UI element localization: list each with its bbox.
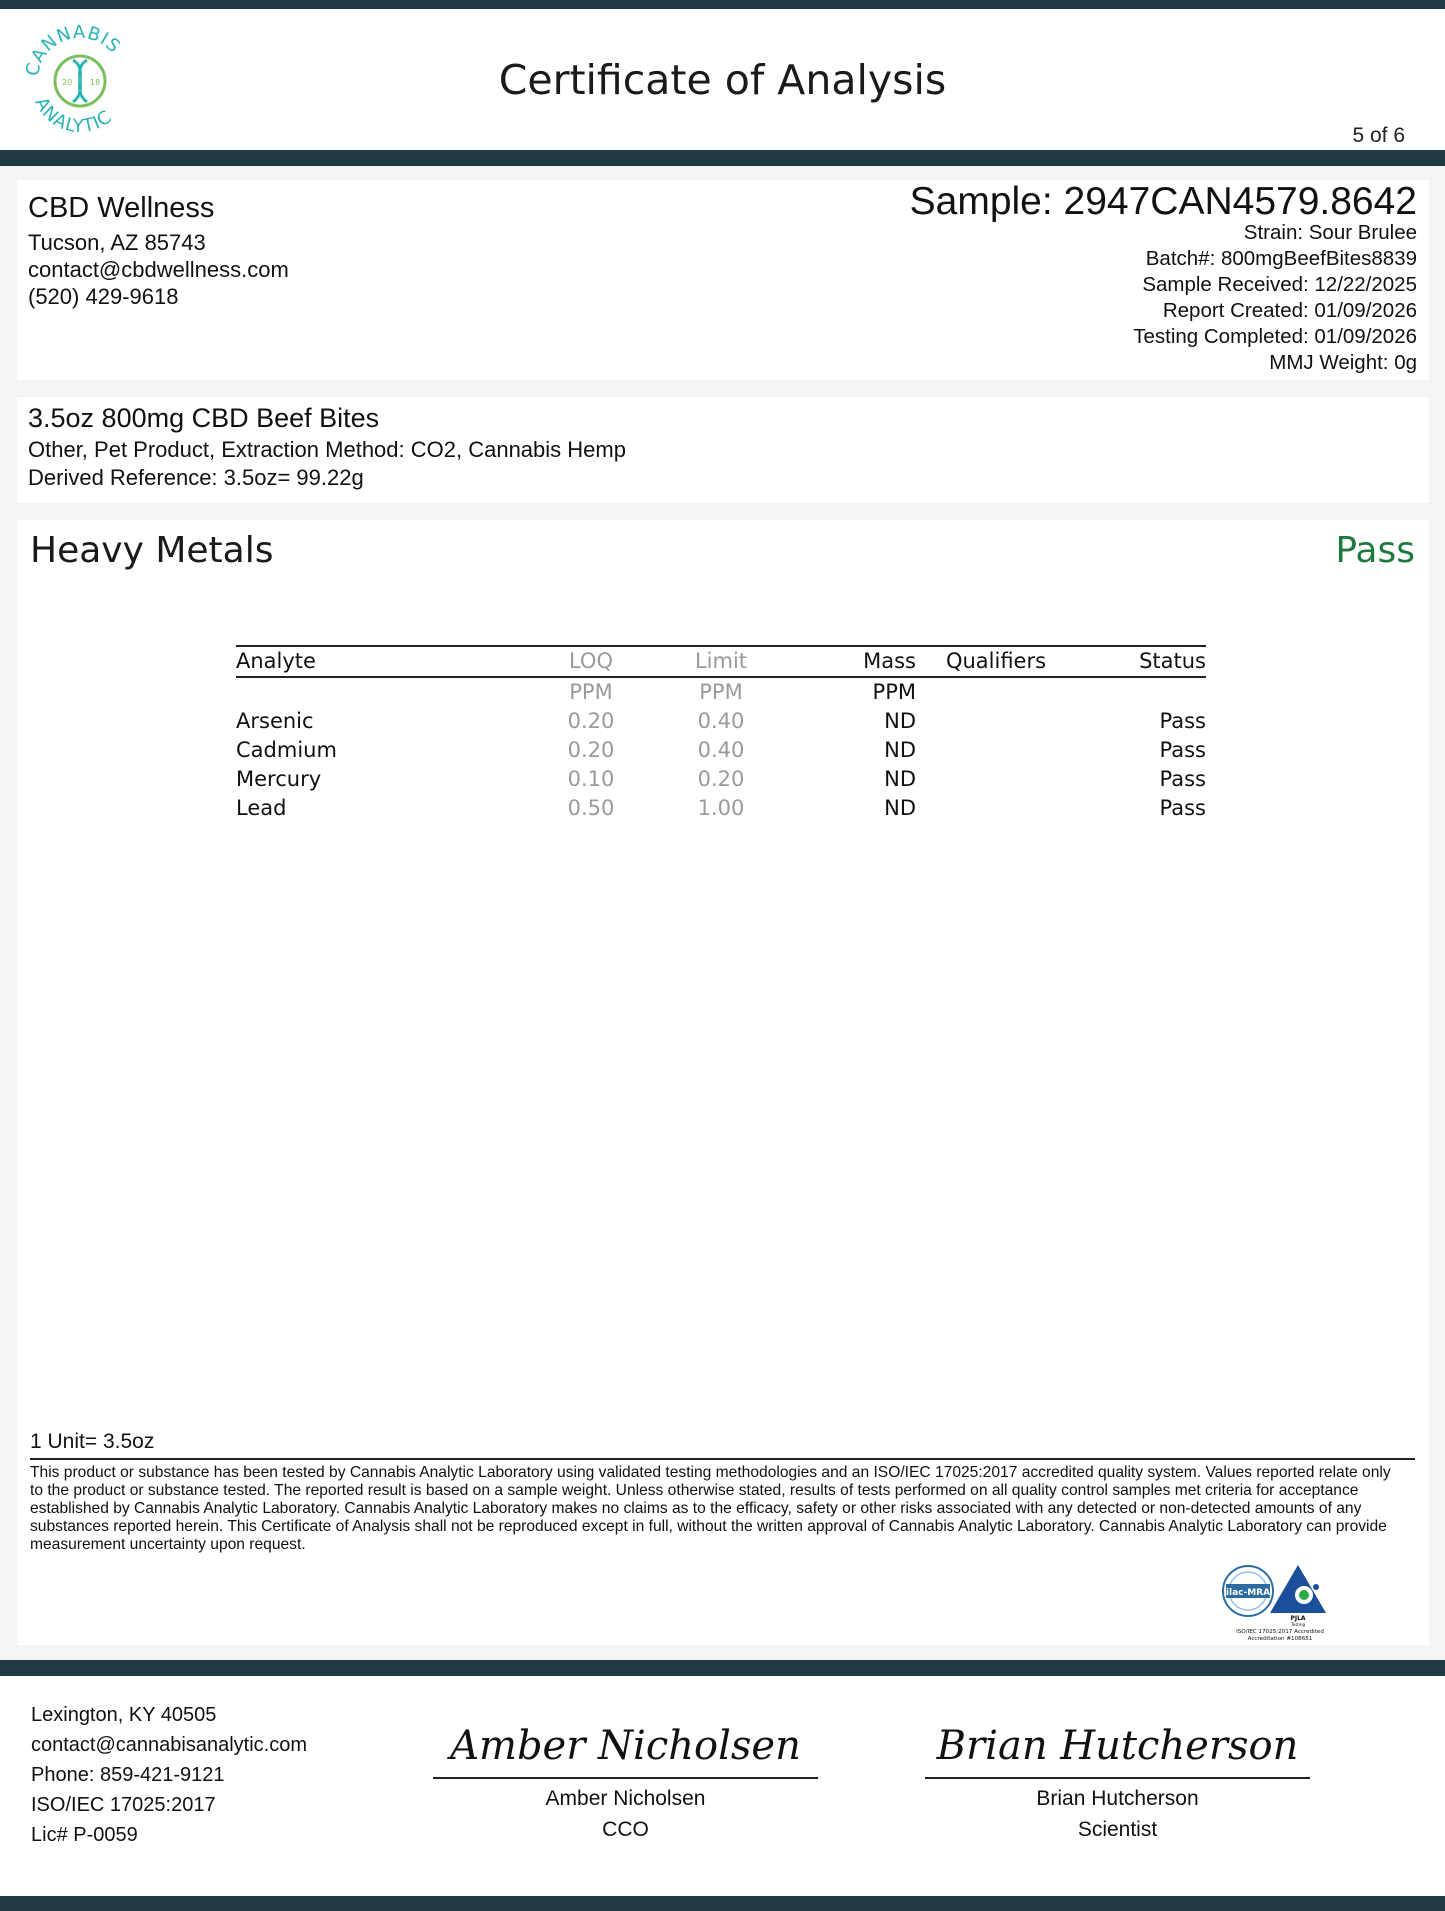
section-title: Heavy Metals — [30, 530, 274, 571]
testing-completed: Testing Completed: 01/09/2026 — [1133, 325, 1417, 348]
unit-limit: PPM — [699, 680, 743, 704]
client-phone: (520) 429-9618 — [28, 284, 179, 309]
document-title: Certificate of Analysis — [498, 56, 947, 104]
sample-id: Sample: 2947CAN4579.8642 — [909, 180, 1417, 223]
heavy-metals-table — [236, 645, 1206, 823]
analyte-status: Pass — [1159, 796, 1206, 820]
table-header-row — [236, 646, 1206, 677]
table-row — [236, 707, 1206, 736]
analyte-mass: ND — [884, 796, 916, 820]
signature-image: Amber Nicholsen — [433, 1717, 818, 1779]
svg-text:20: 20 — [62, 78, 73, 87]
bottom-bar — [0, 1896, 1445, 1911]
section-status: Pass — [1335, 530, 1415, 571]
signer-role: Scientist — [1077, 1818, 1158, 1841]
analyte-loq: 0.50 — [567, 796, 615, 820]
analyte-mass: ND — [884, 767, 916, 791]
sample-strain: Strain: Sour Brulee — [1243, 221, 1417, 244]
ilac-mra-logo: ilac-MRA — [1225, 1588, 1271, 1598]
accreditation-number: Accreditation #108651 — [1247, 1636, 1313, 1642]
report-created: Report Created: 01/09/2026 — [1162, 299, 1417, 322]
analyte-limit: 0.20 — [697, 767, 745, 791]
analyte-name: Mercury — [236, 767, 322, 791]
table-row — [236, 736, 1206, 765]
analyte-qualifiers — [916, 765, 1076, 794]
signer-role: CCO — [602, 1818, 649, 1841]
header-limit: Limit — [646, 646, 796, 677]
signer-name: Brian Hutcherson — [1036, 1787, 1199, 1810]
header-mass: Mass — [796, 646, 916, 677]
analyte-status: Pass — [1159, 738, 1206, 762]
analyte-status: Pass — [1159, 709, 1206, 733]
table-row — [236, 794, 1206, 823]
svg-text:Testing: Testing — [1290, 1622, 1306, 1627]
lab-email: contact@cannabisanalytic.com — [31, 1734, 307, 1756]
header-qualifiers: Qualifiers — [916, 646, 1076, 677]
analyte-limit: 0.40 — [697, 709, 745, 733]
client-address: Tucson, AZ 85743 — [28, 230, 206, 255]
footer-bar — [0, 1660, 1445, 1676]
analyte-qualifiers — [916, 736, 1076, 765]
units-row — [236, 677, 1206, 707]
signature-block-cco — [433, 1717, 818, 1847]
signer-name: Amber Nicholsen — [545, 1787, 706, 1810]
signature-block-scientist — [925, 1717, 1310, 1847]
sample-meta — [1133, 220, 1417, 376]
analyte-status: Pass — [1159, 767, 1206, 791]
product-category: Other, Pet Product, Extraction Method: CO2, Cannabis Hemp — [28, 437, 626, 462]
analyte-loq: 0.10 — [567, 767, 615, 791]
top-bar — [0, 0, 1445, 9]
svg-text:ANALYTIC: ANALYTIC — [30, 93, 117, 138]
analyte-loq: 0.20 — [567, 738, 615, 762]
product-derived-reference: Derived Reference: 3.5oz= 99.22g — [28, 465, 364, 490]
analyte-name: Lead — [236, 796, 287, 820]
signature-image: Brian Hutcherson — [925, 1717, 1310, 1779]
analyte-loq: 0.20 — [567, 709, 615, 733]
disclaimer-divider — [30, 1458, 1415, 1460]
analyte-limit: 0.40 — [697, 738, 745, 762]
client-name: CBD Wellness — [28, 192, 215, 224]
analyte-qualifiers — [916, 707, 1076, 736]
pjla-logo: PJLA — [1290, 1615, 1306, 1622]
analyte-name: Cadmium — [236, 738, 337, 762]
disclaimer-text: This product or substance has been tested by Cannabis Analytic Laboratory using validated testing methodologies and an ISO/IEC 17025:2017 accredited quality system. Values reported relate only to the product or substance tested. The reported result is based on a sample weight. Unless otherwise stated, results of tests performed on all quality control samples met criteria for acceptance established by Cannabis Analytic Laboratory. Cannabis Analytic Laboratory makes no claims as to the efficacy, safety or other risks associated with any detected or non-detected amounts of any substances reported herein. This Certificate of Analysis shall not be reproduced except in full, without the written approval of Cannabis Analytic Laboratory. Cannabis Analytic Laboratory can provide measurement uncertainty upon request. — [30, 1464, 1391, 1553]
analyte-qualifiers — [916, 794, 1076, 823]
page-number: 5 of 6 — [1352, 124, 1405, 147]
unit-note: 1 Unit= 3.5oz — [30, 1430, 155, 1453]
client-email: contact@cbdwellness.com — [28, 257, 289, 282]
svg-text:18: 18 — [90, 78, 101, 87]
analyte-mass: ND — [884, 709, 916, 733]
header-analyte: Analyte — [236, 646, 536, 677]
header-status: Status — [1076, 646, 1206, 677]
unit-loq: PPM — [569, 680, 613, 704]
svg-text:CANNABIS: CANNABIS — [21, 21, 125, 79]
product-name: 3.5oz 800mg CBD Beef Bites — [28, 403, 380, 433]
accreditation-caption: ISO/IEC 17025:2017 Accredited — [1236, 1629, 1324, 1635]
sample-received: Sample Received: 12/22/2025 — [1142, 273, 1417, 296]
lab-iso: ISO/IEC 17025:2017 — [31, 1794, 216, 1816]
analyte-name: Arsenic — [236, 709, 314, 733]
table-row — [236, 765, 1206, 794]
mmj-weight: MMJ Weight: 0g — [1269, 351, 1417, 374]
header-loq: LOQ — [536, 646, 646, 677]
lab-phone: Phone: 859-421-9121 — [31, 1764, 225, 1786]
lab-address: Lexington, KY 40505 — [31, 1704, 217, 1726]
lab-license: Lic# P-0059 — [31, 1824, 138, 1846]
sample-batch: Batch#: 800mgBeefBites8839 — [1145, 247, 1417, 270]
lab-info — [31, 1700, 307, 1850]
analyte-mass: ND — [884, 738, 916, 762]
product-panel — [17, 397, 1429, 503]
unit-mass: PPM — [872, 680, 916, 704]
header-bar — [0, 150, 1445, 166]
analyte-limit: 1.00 — [697, 796, 745, 820]
accreditation-logos — [1218, 1563, 1348, 1643]
